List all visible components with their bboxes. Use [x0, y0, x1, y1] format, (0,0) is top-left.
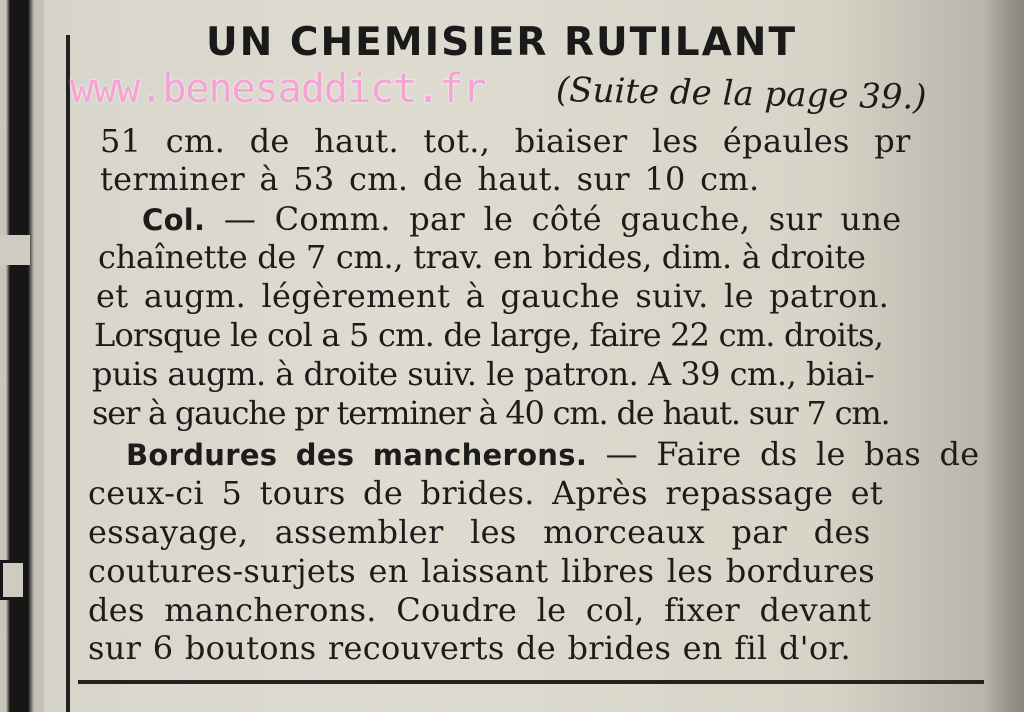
col-paragraph-line	[142, 200, 901, 239]
body-line: coutures-surjets en laissant libres les bordures	[88, 552, 875, 590]
vertical-rule	[66, 35, 70, 712]
col-text: — Comm. par le côté gauche, sur une	[223, 200, 902, 238]
body-line: et augm. légèrement à gauche suiv. le patron.	[96, 277, 890, 315]
bordures-paragraph-line	[126, 435, 980, 474]
body-line: des mancherons. Coudre le col, fixer devant	[88, 591, 872, 629]
body-line: essayage, assembler les morceaux par des	[88, 513, 871, 551]
body-line: ser à gauche pr terminer à 40 cm. de haut. sur 7 cm.	[92, 394, 890, 432]
body-line: sur 6 boutons recouverts de brides en fil d'or.	[88, 629, 851, 667]
article-title: UN CHEMISIER RUTILANT	[206, 20, 798, 65]
col-heading: Col.	[142, 203, 206, 237]
body-line: 51 cm. de haut. tot., biaiser les épaules pr	[100, 122, 911, 160]
bordures-text: — Faire ds le bas de	[605, 435, 980, 473]
body-line: ceux-ci 5 tours de brides. Après repassage et	[88, 474, 884, 512]
bordures-heading: Bordures des mancherons.	[126, 438, 588, 472]
continuation-note: (Suite de la page 39.)	[555, 70, 927, 118]
bottom-rule	[78, 680, 984, 684]
left-edge-box	[0, 560, 26, 600]
body-line: chaînette de 7 cm., trav. en brides, dim. à droite	[98, 238, 866, 276]
watermark: www.benesaddict.fr	[70, 66, 486, 112]
body-line: Lorsque le col a 5 cm. de large, faire 22 cm. droits,	[94, 316, 884, 354]
left-page-edge	[0, 0, 44, 712]
body-line: terminer à 53 cm. de haut. sur 10 cm.	[100, 160, 760, 198]
left-edge-notch	[0, 235, 30, 265]
page-curl-shadow	[984, 0, 1024, 712]
body-line: puis augm. à droite suiv. le patron. A 39 cm., biai-	[92, 355, 875, 393]
